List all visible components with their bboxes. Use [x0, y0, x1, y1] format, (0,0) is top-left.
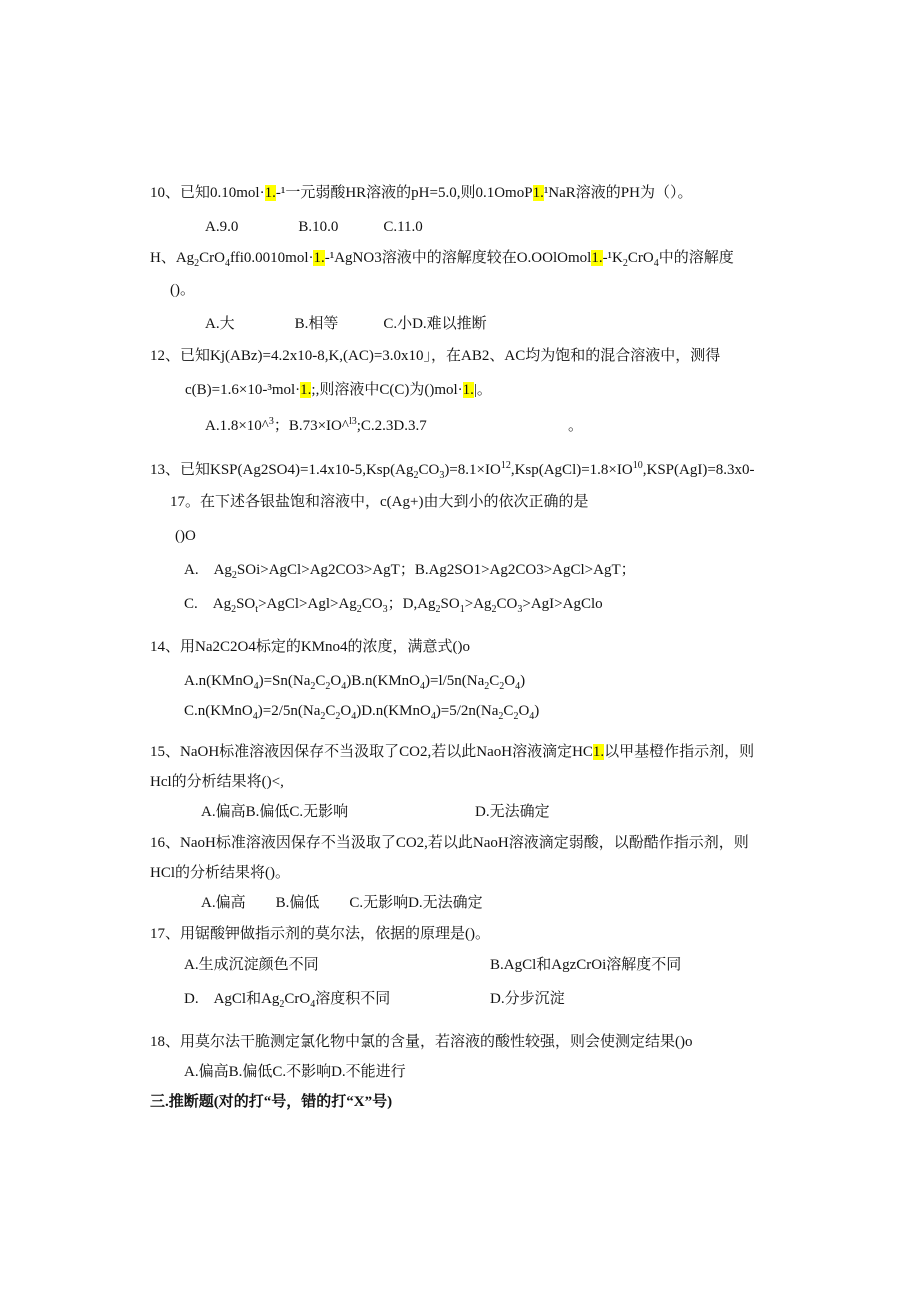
- subscript: 4: [515, 681, 521, 692]
- subscript: 2: [484, 681, 490, 692]
- q13-optC-b: SO: [236, 596, 256, 612]
- q14-t: )=5/2n(Na: [435, 703, 499, 719]
- subscript: 3: [517, 604, 523, 615]
- q14-t: A.n(KMnO: [184, 673, 254, 689]
- q12-opt-a: A.1.8×10^: [205, 418, 269, 434]
- subscript: 2: [231, 604, 237, 615]
- q12-text-e: |。: [473, 382, 492, 398]
- q14-t: O: [504, 673, 516, 689]
- superscript: 12: [500, 460, 511, 471]
- q13-optC-c: >AgCl>Agl>Ag: [258, 596, 357, 612]
- q14-t: ): [534, 703, 540, 719]
- q16-line1: 16、NaoH标准溶液因保存不当汲取了CO2,若以此NaoH溶液滴定弱酸，以酚酷作指示剂，则: [150, 835, 749, 851]
- subscript: 4: [341, 681, 347, 692]
- q17-optB: B.AgCl和AgzCrOi溶解度不同: [490, 957, 682, 973]
- q13-optC-d: CO: [361, 596, 383, 612]
- subscript: 2: [413, 470, 419, 481]
- q11-text-e: -¹AgNO3溶液中的溶解度较在O.OOlOmol: [324, 250, 592, 266]
- q14-t: )=2/5n(Na: [257, 703, 321, 719]
- subscript: 3: [382, 604, 388, 615]
- q18-line1: 18、用莫尔法干脆测定氯化物中氯的含量，若溶液的酸性较强，则会使测定结果()o: [150, 1034, 693, 1050]
- q14-t: C: [315, 673, 326, 689]
- q14-optA: [184, 671, 525, 691]
- q17-optD: D.分步沉淀: [490, 991, 565, 1007]
- q14-t: )D.n(KMnO: [356, 703, 431, 719]
- q12-line1: 12、已知Kj(ABz)=4.2x10-8,K,(AC)=3.0x10」，在AB2、AC均为饱和的混合溶液中，测得: [150, 348, 721, 364]
- subscript: 2: [335, 711, 341, 722]
- q11-text-c: ffi0.0010mol·: [230, 250, 314, 266]
- q10-line1: [150, 183, 692, 203]
- q13-text-a: 13、已知KSP(Ag2SO4)=1.4x10-5,Ksp(Ag: [150, 462, 414, 478]
- subscript: 3: [439, 470, 445, 481]
- q16-options: A.偏高 B.偏低 C.无影响D.无法确定: [201, 895, 483, 911]
- q17-optC-c: 溶度积不同: [315, 991, 391, 1007]
- q10-text-a: 10、已知0.10mol·: [150, 185, 265, 201]
- q11-line1: [150, 248, 734, 268]
- highlight-mark: 1.: [591, 250, 603, 266]
- q13-optC-a: C. Ag: [184, 596, 232, 612]
- q14-t: C: [503, 703, 514, 719]
- q12-line2: [185, 380, 492, 400]
- q18-options: A.偏高B.偏低C.不影响D.不能进行: [184, 1064, 406, 1080]
- highlight-mark: 1.: [313, 250, 325, 266]
- subscript: 1: [459, 604, 465, 615]
- q13-optA: [184, 560, 636, 580]
- q13-optA-b: SOi>AgCl>Ag2CO3>AgT；B.Ag2SO1>Ag2CO3>AgCl>AgT；: [236, 562, 636, 578]
- q14-t: )B.n(KMnO: [346, 673, 420, 689]
- subscript: 2: [356, 604, 362, 615]
- q16-line2: HCl的分析结果将()。: [150, 865, 290, 881]
- q17-optC: [184, 989, 390, 1009]
- subscript: 2: [310, 681, 316, 692]
- q14-t: O: [518, 703, 530, 719]
- q13-line1: [150, 460, 755, 480]
- q17-optA: A.生成沉淀颜色不同: [184, 957, 319, 973]
- q12-opt-b: ；B.73×IO^: [273, 418, 349, 434]
- q13-text-c: )=8.1×IO: [444, 462, 501, 478]
- q13-line3: ()O: [175, 528, 196, 544]
- highlight-mark: 1.: [532, 185, 544, 201]
- q14-t: O: [330, 673, 342, 689]
- q13-optC-i: >AgI>AgClo: [522, 596, 603, 612]
- q11-options: A.大 B.相等 C.小D.难以推断: [205, 316, 487, 332]
- subscript: 2: [622, 258, 628, 269]
- subscript: 2: [279, 999, 285, 1010]
- q17-optC-b: CrO: [284, 991, 311, 1007]
- q17-optC-a: D. AgCl和Ag: [184, 991, 280, 1007]
- q14-optC: [184, 701, 539, 721]
- subscript: 2: [231, 570, 237, 581]
- q15-optA: A.偏高B.偏低C.无影响: [201, 804, 349, 820]
- subscript: 2: [320, 711, 326, 722]
- subscript: 2: [194, 258, 200, 269]
- subscript: 4: [252, 711, 258, 722]
- q11-text-g: -¹K: [602, 250, 623, 266]
- superscript: 10: [632, 460, 643, 471]
- q11-text-h: CrO: [627, 250, 654, 266]
- q14-t: )=l/5n(Na: [425, 673, 485, 689]
- highlight-mark: 1.: [300, 382, 312, 398]
- q11-text-i: 中的溶解度: [658, 250, 734, 266]
- subscript: 4: [253, 681, 259, 692]
- q12-text-c: ;,则溶液中C(C)为()mol·: [311, 382, 463, 398]
- subscript: 4: [420, 681, 425, 692]
- q15-optD: D.无法确定: [475, 804, 550, 820]
- q15-text-c: 以甲基橙作指示剂，则: [604, 744, 755, 760]
- superscript: 3: [268, 416, 274, 427]
- q14-t: C: [325, 703, 336, 719]
- subscript: 4: [430, 711, 436, 722]
- subscript: 4: [653, 258, 659, 269]
- subscript: 2: [325, 681, 331, 692]
- q11-cont: ()。: [170, 282, 195, 298]
- q13-optC: [184, 594, 603, 614]
- q14-t: C: [489, 673, 500, 689]
- q15-line1: [150, 742, 754, 762]
- subscript: 4: [529, 711, 535, 722]
- q13-optC-g: >Ag: [464, 596, 492, 612]
- q14-t: O: [340, 703, 352, 719]
- q14-t: C.n(KMnO: [184, 703, 253, 719]
- q13-text-e: ,KSP(AgI)=8.3x0-: [642, 462, 755, 478]
- q10-text-c: -¹一元弱酸HR溶液的pH=5.0,则0.1OmoP: [275, 185, 533, 201]
- q15-text-a: 15、NaOH标准溶液因保存不当汲取了CO2,若以此NaoH溶液滴定HC: [150, 744, 593, 760]
- subscript: 2: [513, 711, 519, 722]
- highlight-mark: 1.: [264, 185, 276, 201]
- superscript: l3: [348, 416, 357, 427]
- subscript: 2: [498, 711, 504, 722]
- q13-optC-f: SO: [440, 596, 460, 612]
- q13-optC-h: CO: [496, 596, 518, 612]
- subscript: t: [255, 604, 259, 615]
- q12-text-a: c(B)=1.6×10-³mol·: [185, 382, 301, 398]
- q13-text-b: CO: [418, 462, 440, 478]
- q17-line1: 17、用锯酸钾做指示剂的莫尔法，依据的原理是()。: [150, 926, 490, 942]
- highlight-mark: 1.: [462, 382, 474, 398]
- q14-t: )=Sn(Na: [258, 673, 311, 689]
- q10-options: A.9.0 B.10.0 C.11.0: [205, 219, 423, 235]
- q13-line2: 17。在下述各银盐饱和溶液中，c(Ag+)由大到小的依次正确的是: [170, 494, 589, 510]
- q12-options: [205, 416, 427, 436]
- subscript: 2: [435, 604, 441, 615]
- highlight-mark: 1.: [592, 744, 605, 760]
- q14-line1: 14、用Na2C2O4标定的KMno4的浓度，满意式()o: [150, 639, 470, 655]
- q13-text-d: ,Ksp(AgCl)=1.8×IO: [510, 462, 633, 478]
- subscript: 4: [351, 711, 357, 722]
- q13-optC-e: ；D,Ag: [387, 596, 436, 612]
- subscript: 4: [225, 258, 231, 269]
- subscript: 2: [491, 604, 497, 615]
- q11-text-b: CrO: [199, 250, 226, 266]
- q12-opt-c: ;C.2.3D.3.7: [356, 418, 427, 434]
- section-heading: 三.推断题(对的打“号，错的打“X”号): [150, 1094, 393, 1110]
- q10-text-e: ¹NaR溶液的PH为（）。: [543, 185, 693, 201]
- q15-line2: Hcl的分析结果将()<,: [150, 774, 284, 790]
- q12-dot: 。: [568, 418, 584, 434]
- q11-text-a: H、Ag: [150, 250, 195, 266]
- q13-optA-a: A. Ag: [184, 562, 232, 578]
- subscript: 2: [499, 681, 505, 692]
- q14-t: ): [520, 673, 526, 689]
- subscript: 4: [310, 999, 316, 1010]
